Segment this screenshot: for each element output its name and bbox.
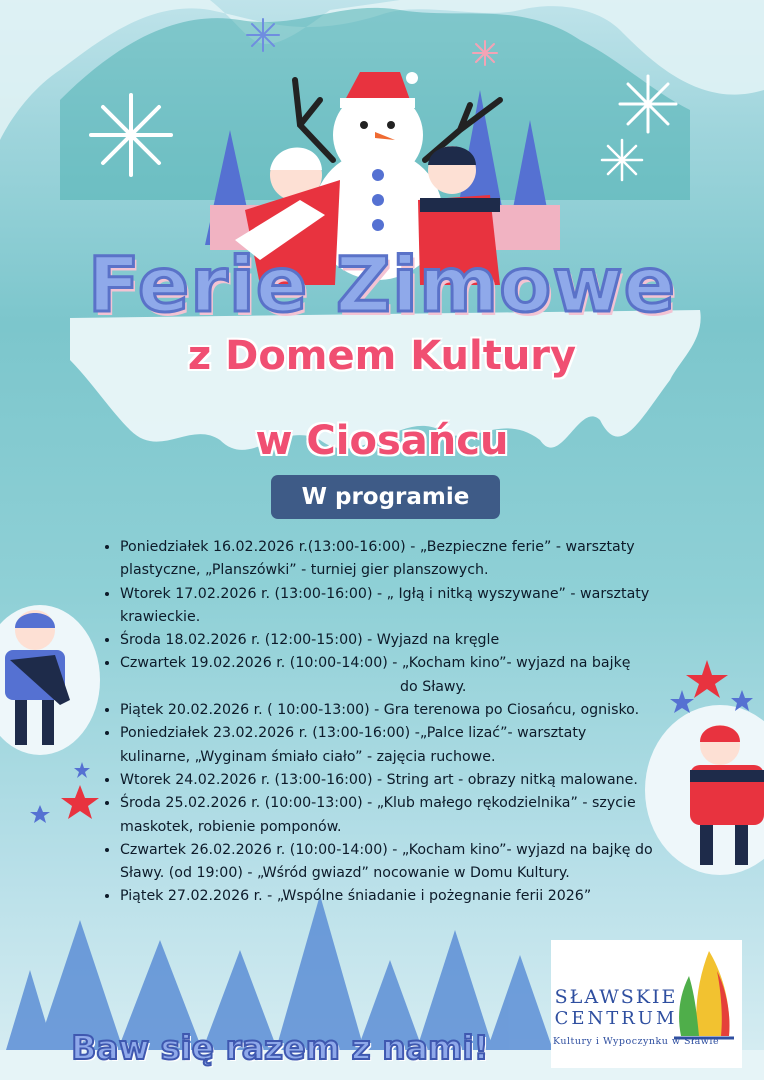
schedule-item-line1: Środa 18.02.2026 r. (12:00-15:00) - Wyjazd na kręgle [120,632,500,649]
footer-slogan: Baw się razem z nami! [71,1028,489,1067]
poster-title: Ferie Zimowe [87,240,677,329]
schedule-item-line2: maskotek, robienie pomponów. [120,818,342,835]
logo-line2: CENTRUM [554,1008,678,1029]
snowflake-blue-icon [247,19,279,51]
schedule-item-line2: Sławy. (od 19:00) - „Wśród gwiazd” nocowanie w Domu Kultury. [120,865,570,882]
schedule-item-line2: kulinarne, „Wyginam śmiało ciało” - zajęcia ruchowe. [120,748,496,765]
program-badge: W programie [271,475,500,519]
schedule-item-line1: Poniedziałek 23.02.2026 r. (13:00-16:00) -„Palce lizać”- warsztaty [120,725,587,742]
schedule-item [120,699,710,722]
schedule-item [120,629,710,652]
schedule-item-line1: Czwartek 26.02.2026 r. (10:00-14:00) - „Kocham kino”- wyjazd na bajkę do [120,841,653,858]
schedule-item-line1: Piątek 27.02.2026 r. - „Wspólne śniadanie i pożegnanie ferii 2026” [120,888,592,905]
schedule-item [120,536,710,583]
schedule-list [100,536,710,909]
schedule-item [120,885,710,908]
schedule-item [120,839,710,886]
schedule-item-line1: Wtorek 24.02.2026 r. (13:00-16:00) - String art - obrazy nitką malowane. [120,771,638,788]
schedule-item-line2: do Sławy. [400,678,467,695]
poster-subtitle: z Domem Kultury [187,333,577,379]
schedule-item [120,583,710,630]
schedule-item [120,792,710,839]
schedule-item-line1: Czwartek 19.02.2026 r. (10:00-14:00) - „Kocham kino”- wyjazd na bajkę [120,655,631,672]
logo-line3: Kultury i Wypoczynku w Sławie [553,1036,720,1047]
schedule-item-line2: plastyczne, „Planszówki” - turniej gier planszowych. [120,562,489,579]
poster-location: w Ciosańcu [255,418,509,464]
schedule-item-line1: Wtorek 17.02.2026 r. (13:00-16:00) - „ Igłą i nitką wyszywane” - warsztaty [120,585,650,602]
logo-line1: SŁAWSKIE [554,986,678,1008]
schedule-item-line1: Poniedziałek 16.02.2026 r.(13:00-16:00) - „Bezpieczne ferie” - warsztaty [120,539,635,555]
schedule-item-line1: Piątek 20.02.2026 r. ( 10:00-13:00) - Gra terenowa po Ciosańcu, ognisko. [120,702,640,719]
snowflake-pink-icon [473,41,497,65]
schedule-item-line2: krawieckie. [120,608,201,625]
schedule-item [120,769,710,792]
schedule-item [120,652,710,699]
schedule-item [120,722,710,769]
schedule-item-line1: Środa 25.02.2026 r. (10:00-13:00) - „Klub małego rękodzielnika” - szycie [120,795,636,812]
snow-angel-left-illustration [0,605,100,755]
organizer-logo [551,940,742,1068]
